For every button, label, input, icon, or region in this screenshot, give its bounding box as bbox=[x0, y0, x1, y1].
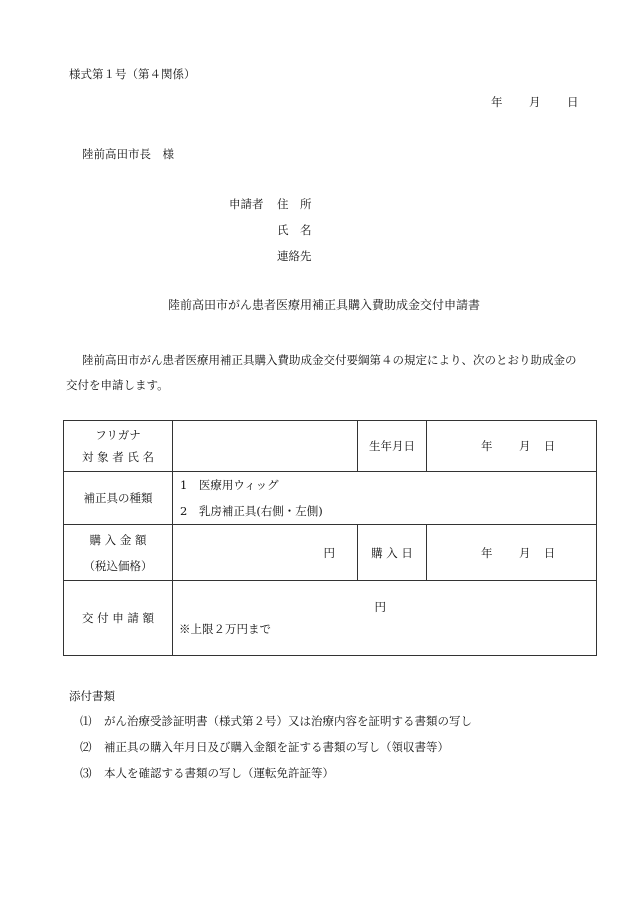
date-day: 日 bbox=[567, 95, 579, 109]
subject-name-field[interactable] bbox=[173, 421, 358, 472]
birth-month: 月 bbox=[519, 439, 531, 453]
purchase-amount-field[interactable] bbox=[173, 525, 358, 581]
body-text: 陸前高田市がん患者医療用補正具購入費助成金交付要綱第４の規定により、次のとおり助成金の交付を申請します。 bbox=[66, 353, 577, 392]
purchase-yen-unit: 円 bbox=[323, 545, 335, 560]
purchase-date-label: 購 入 日 bbox=[358, 525, 427, 581]
grant-yen-unit: 円 bbox=[374, 600, 386, 614]
device-option-breast[interactable]: 2 乳房補正具(右側・左側) bbox=[180, 504, 323, 518]
date-month: 月 bbox=[529, 95, 541, 109]
table-row-grant bbox=[64, 581, 597, 656]
document-title: 陸前高田市がん患者医療用補正具購入費助成金交付申請書 bbox=[168, 298, 481, 312]
attachment-text: がん治療受診証明書（様式第２号）又は治療内容を証明する書類の写し bbox=[104, 714, 472, 728]
attachment-number: ⑴ bbox=[80, 714, 92, 728]
birthdate-field[interactable] bbox=[427, 421, 597, 472]
furigana-label: フリガナ bbox=[95, 428, 141, 442]
date-year: 年 bbox=[491, 95, 503, 109]
form-number: 様式第１号（第４関係） bbox=[69, 67, 196, 81]
device-type-label: 補正具の種類 bbox=[64, 472, 173, 525]
attachment-text: 本人を確認する書類の写し（運転免許証等） bbox=[104, 766, 334, 780]
table-row-subject bbox=[64, 421, 597, 472]
device-type-field[interactable] bbox=[173, 472, 597, 525]
purchase-amount-label-cell bbox=[64, 525, 173, 581]
contact-label: 連絡先 bbox=[277, 249, 312, 263]
purchase-amount-label: 購 入 金 額 bbox=[89, 532, 147, 547]
tax-included-label: （税込価格） bbox=[83, 558, 153, 573]
grant-amount-label: 交 付 申 請 額 bbox=[64, 581, 173, 656]
attachment-item bbox=[80, 739, 449, 755]
address-label: 住 所 bbox=[277, 197, 312, 211]
attachment-number: ⑵ bbox=[80, 740, 92, 754]
purchase-day: 日 bbox=[543, 545, 556, 560]
grant-amount-field[interactable] bbox=[173, 581, 597, 656]
attachment-number: ⑶ bbox=[80, 766, 92, 780]
application-table bbox=[63, 420, 597, 656]
application-date bbox=[491, 94, 579, 110]
attachment-item bbox=[80, 765, 334, 781]
table-row-device bbox=[64, 472, 597, 525]
purchase-date-field[interactable] bbox=[427, 525, 597, 581]
subject-name-label: 対 象 者 氏 名 bbox=[81, 450, 155, 464]
attachments-title: 添付書類 bbox=[69, 689, 115, 703]
birth-year: 年 bbox=[481, 439, 493, 453]
addressee: 陸前高田市長 様 bbox=[82, 147, 174, 161]
purchase-month: 月 bbox=[519, 545, 531, 560]
name-label: 氏 名 bbox=[277, 223, 312, 237]
birthdate-label: 生年月日 bbox=[358, 421, 427, 472]
grant-limit-note: ※上限２万円まで bbox=[179, 622, 271, 636]
applicant-label: 申請者 bbox=[229, 197, 264, 211]
attachment-text: 補正具の購入年月日及び購入金額を証する書類の写し（領収書等） bbox=[104, 740, 449, 754]
table-row-purchase bbox=[64, 525, 597, 581]
attachment-item bbox=[80, 713, 472, 729]
device-option-wig[interactable]: 1 医療用ウィッグ bbox=[180, 478, 279, 492]
birth-day: 日 bbox=[543, 439, 556, 453]
purchase-year: 年 bbox=[481, 545, 493, 560]
subject-name-label-cell bbox=[64, 421, 173, 472]
